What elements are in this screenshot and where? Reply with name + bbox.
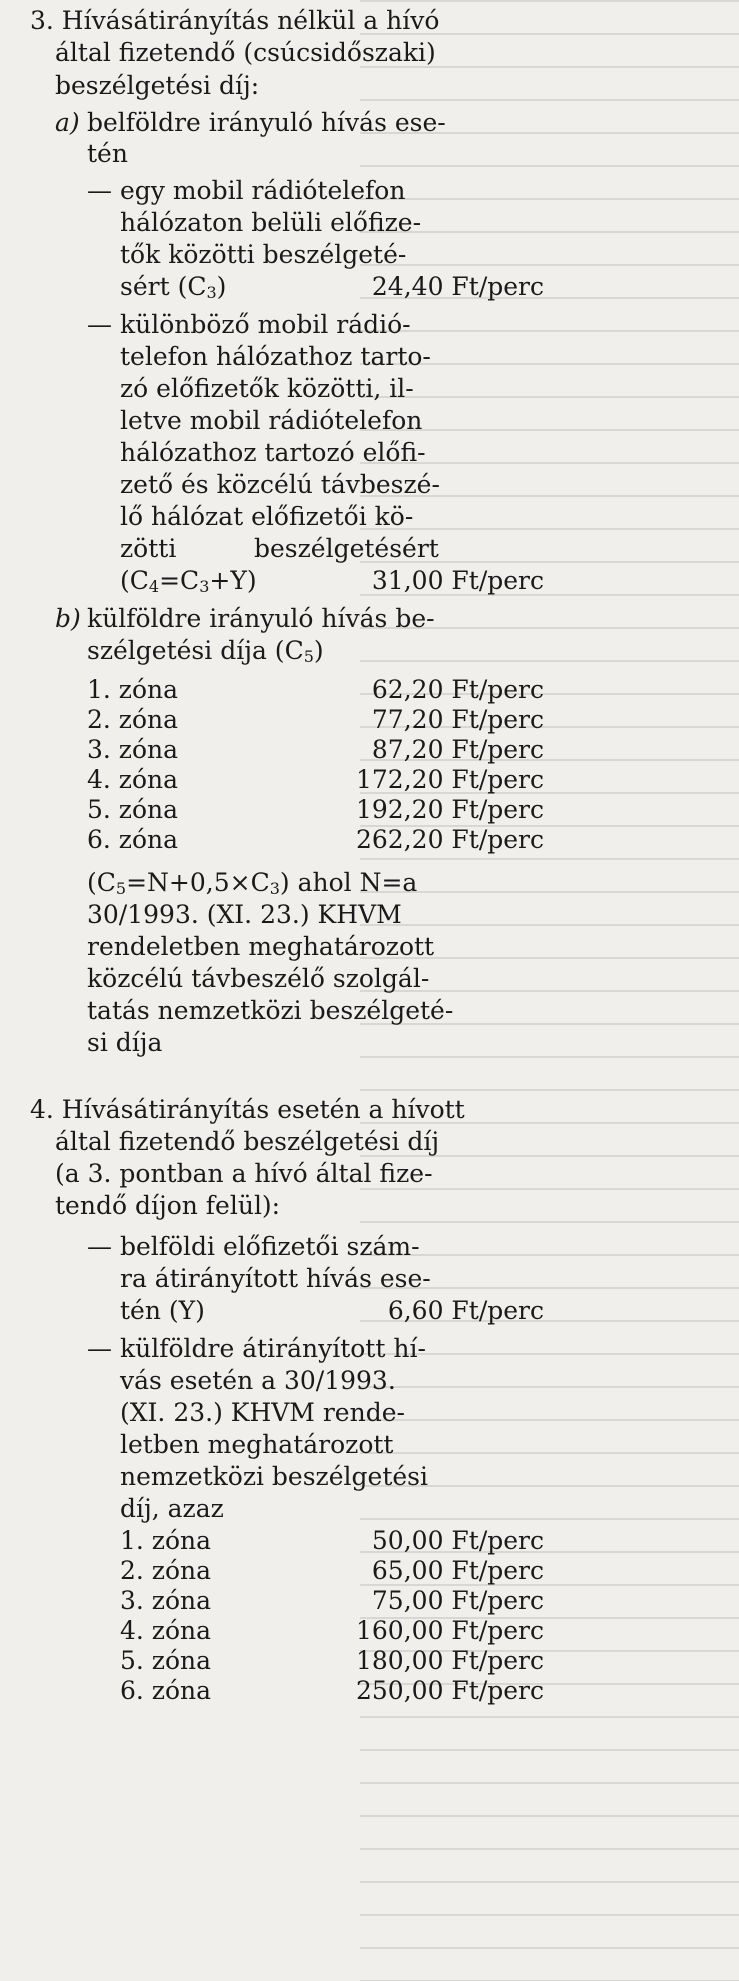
s4-zone-5-price: 180,00 Ft/perc xyxy=(356,1646,544,1675)
s4-i1-price: 6,60 Ft/perc xyxy=(387,1296,544,1325)
s3-zone-6-price: 262,20 Ft/perc xyxy=(356,825,544,854)
s3-zone-4-price: 172,20 Ft/perc xyxy=(356,765,544,794)
s4-title-line-1: 4. Hívásátirányítás esetén a hívott xyxy=(30,1095,465,1124)
s3-b-label: b) xyxy=(55,604,81,633)
s4-zone-6: 6. zóna xyxy=(120,1676,212,1705)
s3-a2-line-5: hálózathoz tartozó előfi- xyxy=(120,438,426,467)
s4-i2-line-6: díj, azaz xyxy=(120,1494,224,1523)
s4-i2-line-2: vás esetén a 30/1993. xyxy=(120,1366,396,1395)
s3-zone-1: 1. zóna xyxy=(87,675,179,704)
s4-title-line-3: (a 3. pontban a hívó által fize- xyxy=(55,1159,433,1188)
s3-a-title-line-2: tén xyxy=(87,139,128,168)
s3-note-line-2: 30/1993. (XI. 23.) KHVM xyxy=(87,900,402,929)
s3-zone-1-price: 62,20 Ft/perc xyxy=(371,675,544,704)
s3-zone-3: 3. zóna xyxy=(87,735,179,764)
s3-a1-line-2: hálózaton belüli előfize- xyxy=(120,208,422,237)
s4-zone-2-price: 65,00 Ft/perc xyxy=(371,1556,544,1585)
s4-zone-1-price: 50,00 Ft/perc xyxy=(371,1526,544,1555)
s3-title-line-2: által fizetendő (csúcsidőszaki) xyxy=(55,38,436,67)
s4-zone-3: 3. zóna xyxy=(120,1586,212,1615)
s3-a2-line-8a: zötti xyxy=(120,534,177,563)
s4-zone-5: 5. zóna xyxy=(120,1646,212,1675)
s3-note-line-5: tatás nemzetközi beszélgeté- xyxy=(87,996,454,1025)
s3-zone-4: 4. zóna xyxy=(87,765,179,794)
s4-i1-line-3: tén (Y) xyxy=(120,1296,205,1325)
s3-zone-5: 5. zóna xyxy=(87,795,179,824)
s3-note-line-4: közcélú távbeszélő szolgál- xyxy=(87,964,430,993)
s4-zone-6-price: 250,00 Ft/perc xyxy=(356,1676,544,1705)
s3-a1-line-4: sért (C3) xyxy=(120,272,227,302)
s3-a2-line-3: zó előfizetők közötti, il- xyxy=(120,374,414,403)
s4-zone-3-price: 75,00 Ft/perc xyxy=(371,1586,544,1615)
s4-zone-2: 2. zóna xyxy=(120,1556,212,1585)
s3-title-line-3: beszélgetési díj: xyxy=(55,71,260,100)
s3-zone-6: 6. zóna xyxy=(87,825,179,854)
s3-a2-line-7: lő hálózat előfizetői kö- xyxy=(120,502,414,531)
s3-a2-line-8b: beszélgetésért xyxy=(254,534,439,563)
s4-i2-line-5: nemzetközi beszélgetési xyxy=(120,1462,428,1491)
s4-title-line-2: által fizetendő beszélgetési díj xyxy=(55,1127,440,1156)
s3-b-title-line-2: szélgetési díja (C5) xyxy=(87,636,324,666)
s3-note-line-6: si díja xyxy=(87,1028,163,1057)
s3-a2-line-9: (C4=C3+Y) xyxy=(120,566,257,596)
s3-title-line-1: 3. Hívásátirányítás nélkül a hívó xyxy=(30,6,440,35)
s4-i2-line-4: letben meghatározott xyxy=(120,1430,394,1459)
s4-i2-line-1: — külföldre átirányított hí- xyxy=(87,1334,426,1363)
s3-note-line-1: (C5=N+0,5×C3) ahol N=a xyxy=(87,868,418,898)
s4-i1-line-1: — belföldi előfizetői szám- xyxy=(87,1232,420,1261)
s3-a-label: a) xyxy=(55,108,80,137)
s3-zone-2: 2. zóna xyxy=(87,705,179,734)
s4-zone-1: 1. zóna xyxy=(120,1526,212,1555)
s4-zone-4: 4. zóna xyxy=(120,1616,212,1645)
s3-a1-line-1: — egy mobil rádiótelefon xyxy=(87,176,406,205)
s4-zone-4-price: 160,00 Ft/perc xyxy=(356,1616,544,1645)
s4-title-line-4: tendő díjon felül): xyxy=(55,1191,281,1220)
s3-note-line-3: rendeletben meghatározott xyxy=(87,932,435,961)
s3-a2-line-2: telefon hálózathoz tarto- xyxy=(120,342,431,371)
s3-a2-line-6: zető és közcélú távbeszé- xyxy=(120,470,440,499)
s3-a-title-line-1: belföldre irányuló hívás ese- xyxy=(87,108,446,137)
s4-i1-line-2: ra átirányított hívás ese- xyxy=(120,1264,431,1293)
s3-b-title-line-1: külföldre irányuló hívás be- xyxy=(87,604,435,633)
s3-a1-line-3: tők közötti beszélgeté- xyxy=(120,240,407,269)
s3-a2-price: 31,00 Ft/perc xyxy=(371,566,544,595)
s3-a2-line-4: letve mobil rádiótelefon xyxy=(120,406,423,435)
s3-zone-3-price: 87,20 Ft/perc xyxy=(371,735,544,764)
s4-i2-line-3: (XI. 23.) KHVM rende- xyxy=(120,1398,405,1427)
s3-a2-line-1: — különböző mobil rádió- xyxy=(87,310,411,339)
s3-a1-price: 24,40 Ft/perc xyxy=(371,272,544,301)
s3-zone-2-price: 77,20 Ft/perc xyxy=(371,705,544,734)
s3-zone-5-price: 192,20 Ft/perc xyxy=(356,795,544,824)
